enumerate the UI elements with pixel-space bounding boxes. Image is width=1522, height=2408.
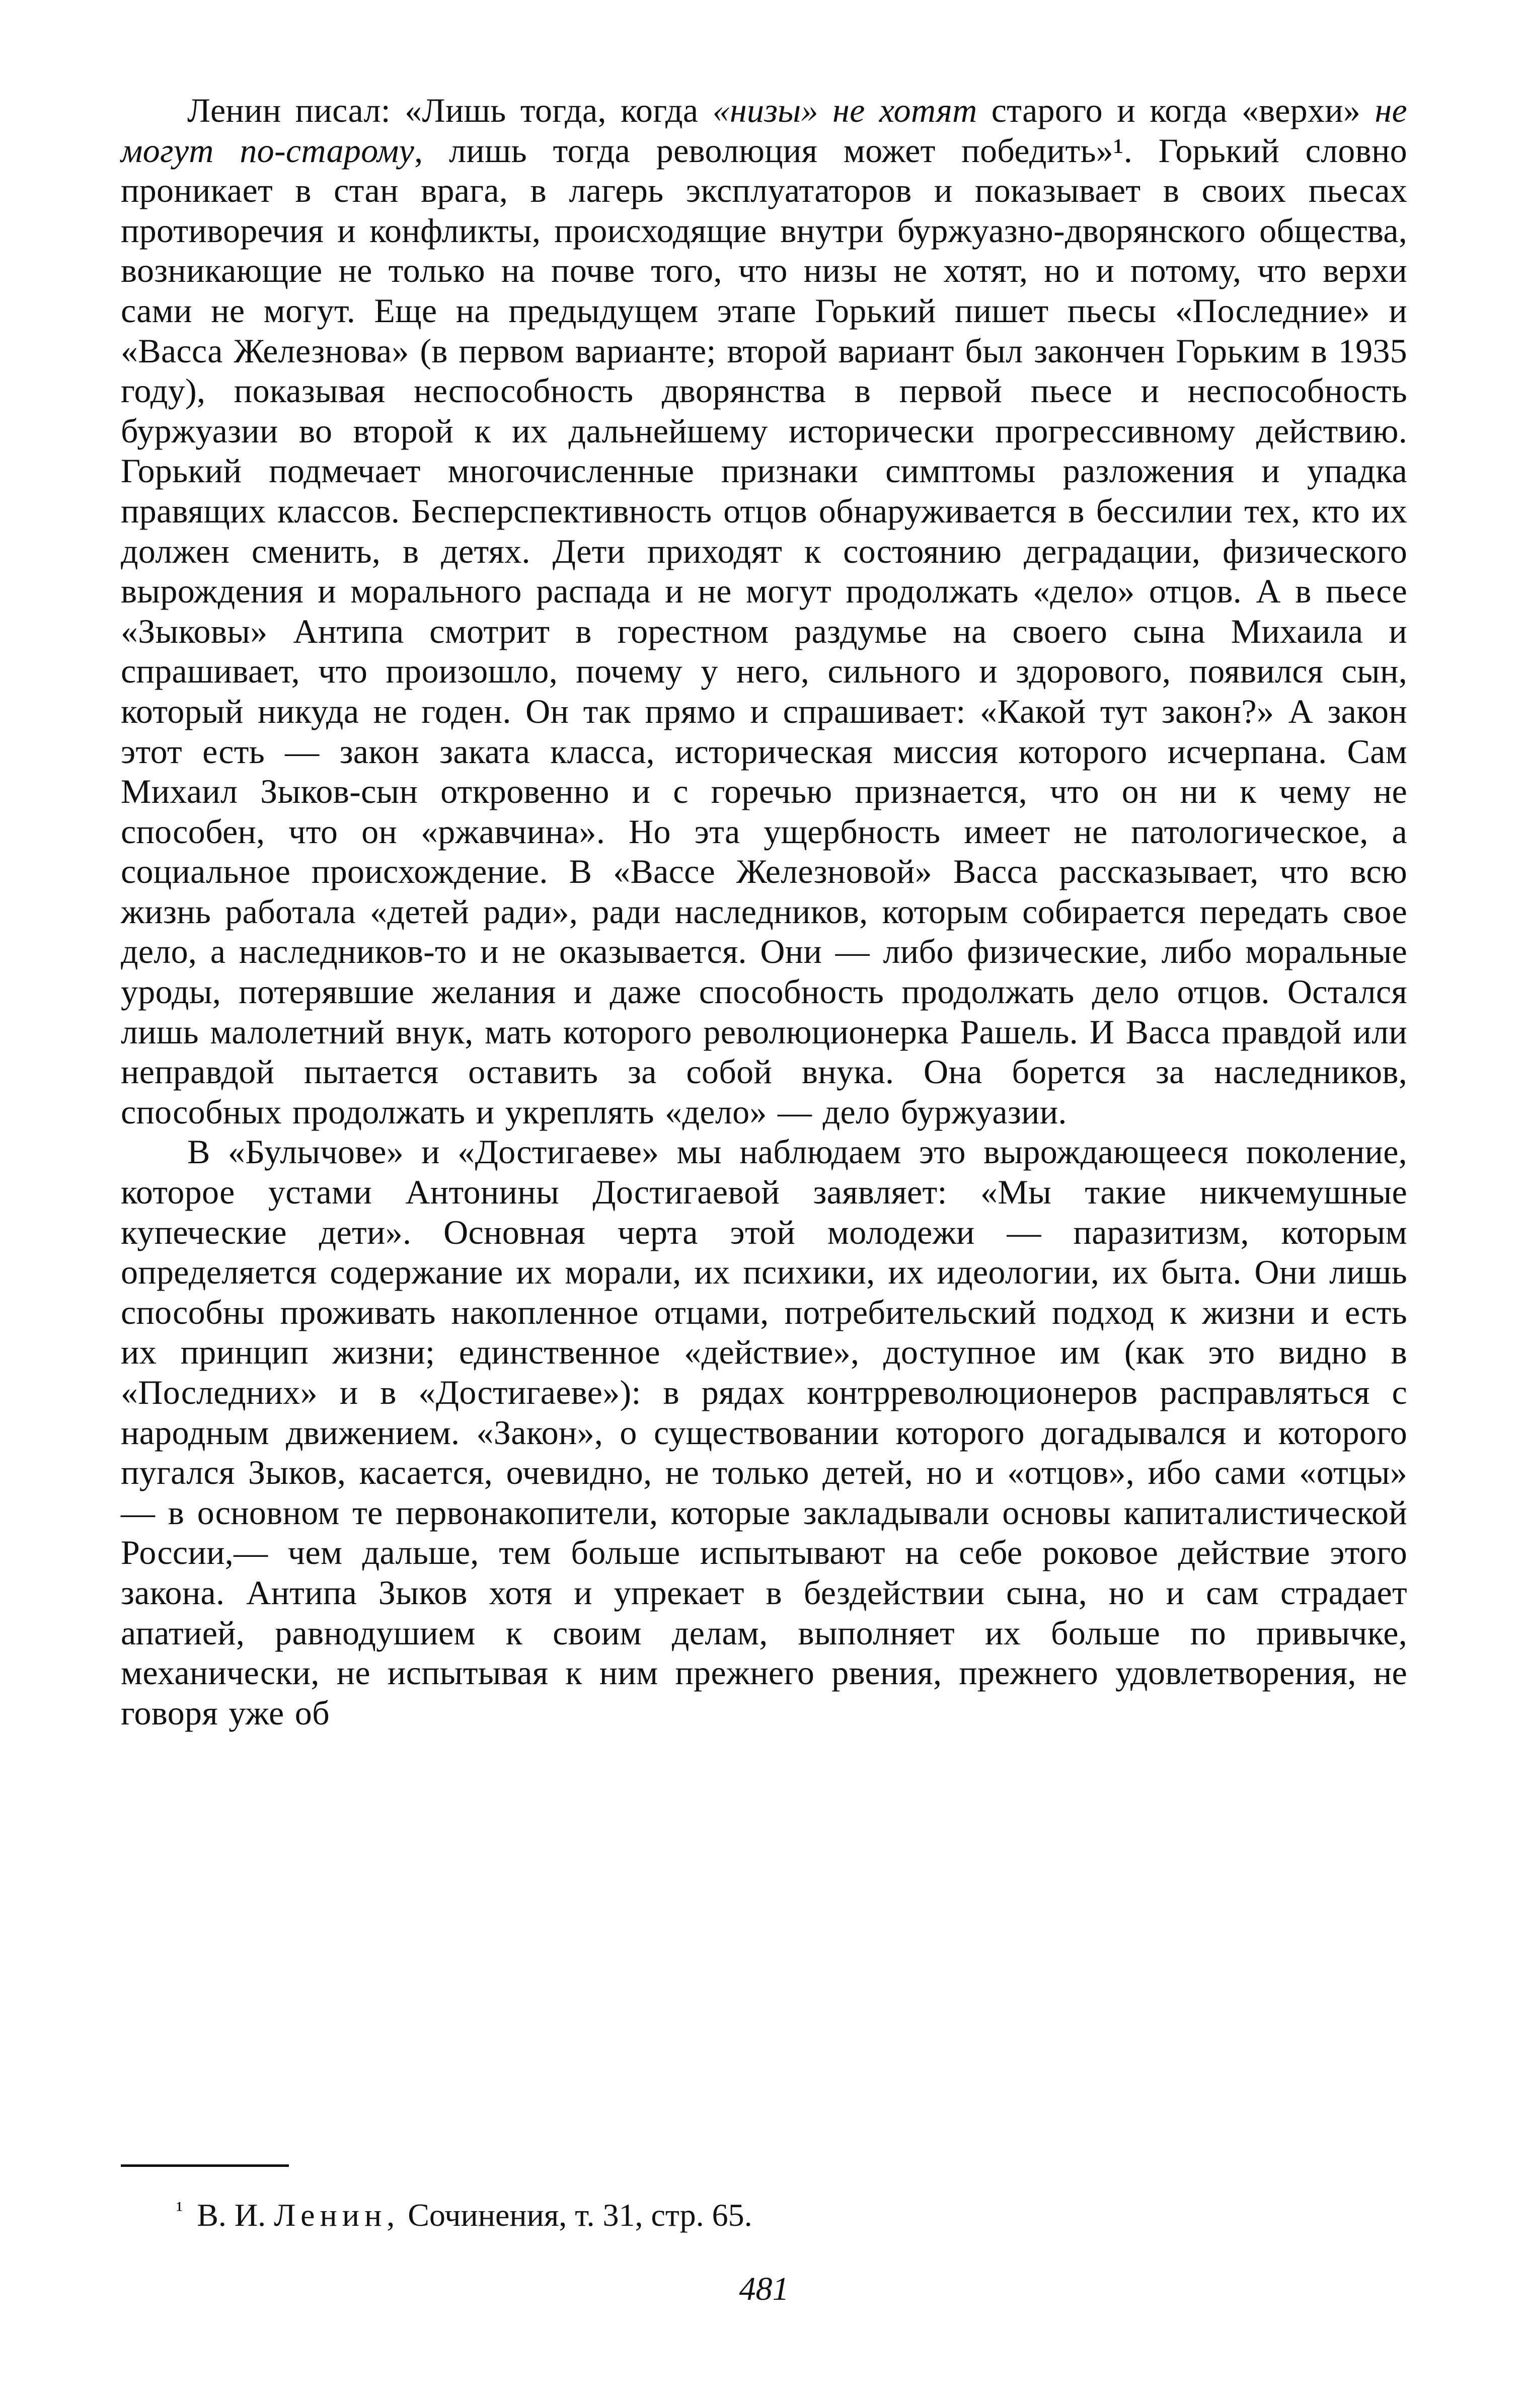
footnote-source: Сочинения, т. 31, стр. 65. [408,2197,752,2233]
footnote-prefix: В. И. [197,2197,266,2233]
body-text [121,91,1407,1733]
italic-text-segment: «низы» не хотят [712,91,977,129]
footnote-divider [121,2164,289,2167]
footnote-author: Ленин, [274,2197,400,2233]
text-segment: , лишь тогда революция может победить»¹. Горький словно проникает в стан врага, в лагерь эксплуататоров и показывает в своих пьесах противоречия и конфликты, происходящие внутри буржуазно-дворянского общества, возникающие не только на почве того, что низы не хотят, но и потому, что верхи сами не могут. Еще на предыдущем этапе Горький пишет пьесы «Последние» и «Васса Железнова» (в первом варианте; второй вариант был закончен Горьким в 1935 году), показывая неспособность дворянства в первой пьесе и неспособность буржуазии во второй к их дальнейшему исторически прогрессивному действию. Горький подмечает многочисленные признаки симптомы разложения и упадка правящих классов. Бесперспективность отцов обнаруживается в бессилии тех, кто их должен сменить, в детях. Дети приходят к состоянию деградации, физического вырождения и морального распада и не могут продолжать «дело» отцов. А в пьесе «Зыковы» Антипа смотрит в горестном раздумье на своего сына Михаила и спрашивает, что произошло, почему у него, сильного и здорового, появился сын, который никуда не годен. Он так прямо и спрашивает: «Какой тут закон?» А закон этот есть — закон заката класса, историческая миссия которого исчерпана. Сам Михаил Зыков-сын откровенно и с горечью признается, что он ни к чему не способен, что он «ржавчина». Но эта ущербность имеет не патологическое, а социальное происхождение. В «Вассе Железновой» Васса рассказывает, что всю жизнь работала «детей ради», ради наследников, которым собирается передать свое дело, а наследников-то и не оказывается. Они — либо физические, либо моральные уроды, потерявшие желания и даже способность продолжать дело отцов. Остался лишь малолетний внук, мать которого революционерка Рашель. И Васса правдой или неправдой пытается оставить за собой внука. Она борется за наследников, способных продолжать и укреплять «дело» — дело буржуазии. [121,131,1407,1131]
book-page [121,91,1407,2336]
paragraph-2 [121,1132,1407,1733]
text-segment: Ленин писал: «Лишь тогда, когда [187,91,713,129]
page-number: 481 [739,2271,789,2307]
italic-text-segment: не могут по-старому [121,91,1408,170]
paragraph-1 [121,91,1407,1132]
footnote [176,2191,1384,2234]
text-segment: старого и когда «верхи» [977,91,1375,129]
text-segment: В «Булычове» и «Достигаеве» мы наблюдаем это вырождающееся поколение, которое устами Антонины Достигаевой заявляет: «Мы такие никчемушные купеческие дети». Основная черта этой молодежи — паразитизм, которым определяется содержание их морали, их психики, их идеологии, их быта. Они лишь способны проживать накопленное отцами, потребительский подход к жизни и есть их принцип жизни; единственное «действие», доступное им (как это видно в «Последних» и в «Достигаеве»): в рядах контрреволюционеров расправляться с народным движением. «Закон», о существовании которого догадывался и которого пугался Зыков, касается, очевидно, не только детей, но и «отцов», ибо сами «отцы» — в основном те первонакопители, которые закладывали основы капиталистической России,— чем дальше, тем больше испытывают на себе роковое действие этого закона. Антипа Зыков хотя и упрекает в бездействии сына, но и сам страдает апатией, равнодушием к своим делам, выполняет их больше по привычке, механически, не испытывая к ним прежнего рвения, прежнего удовлетворения, не говоря уже об [121,1133,1407,1732]
footnote-marker: ¹ [176,2197,183,2222]
